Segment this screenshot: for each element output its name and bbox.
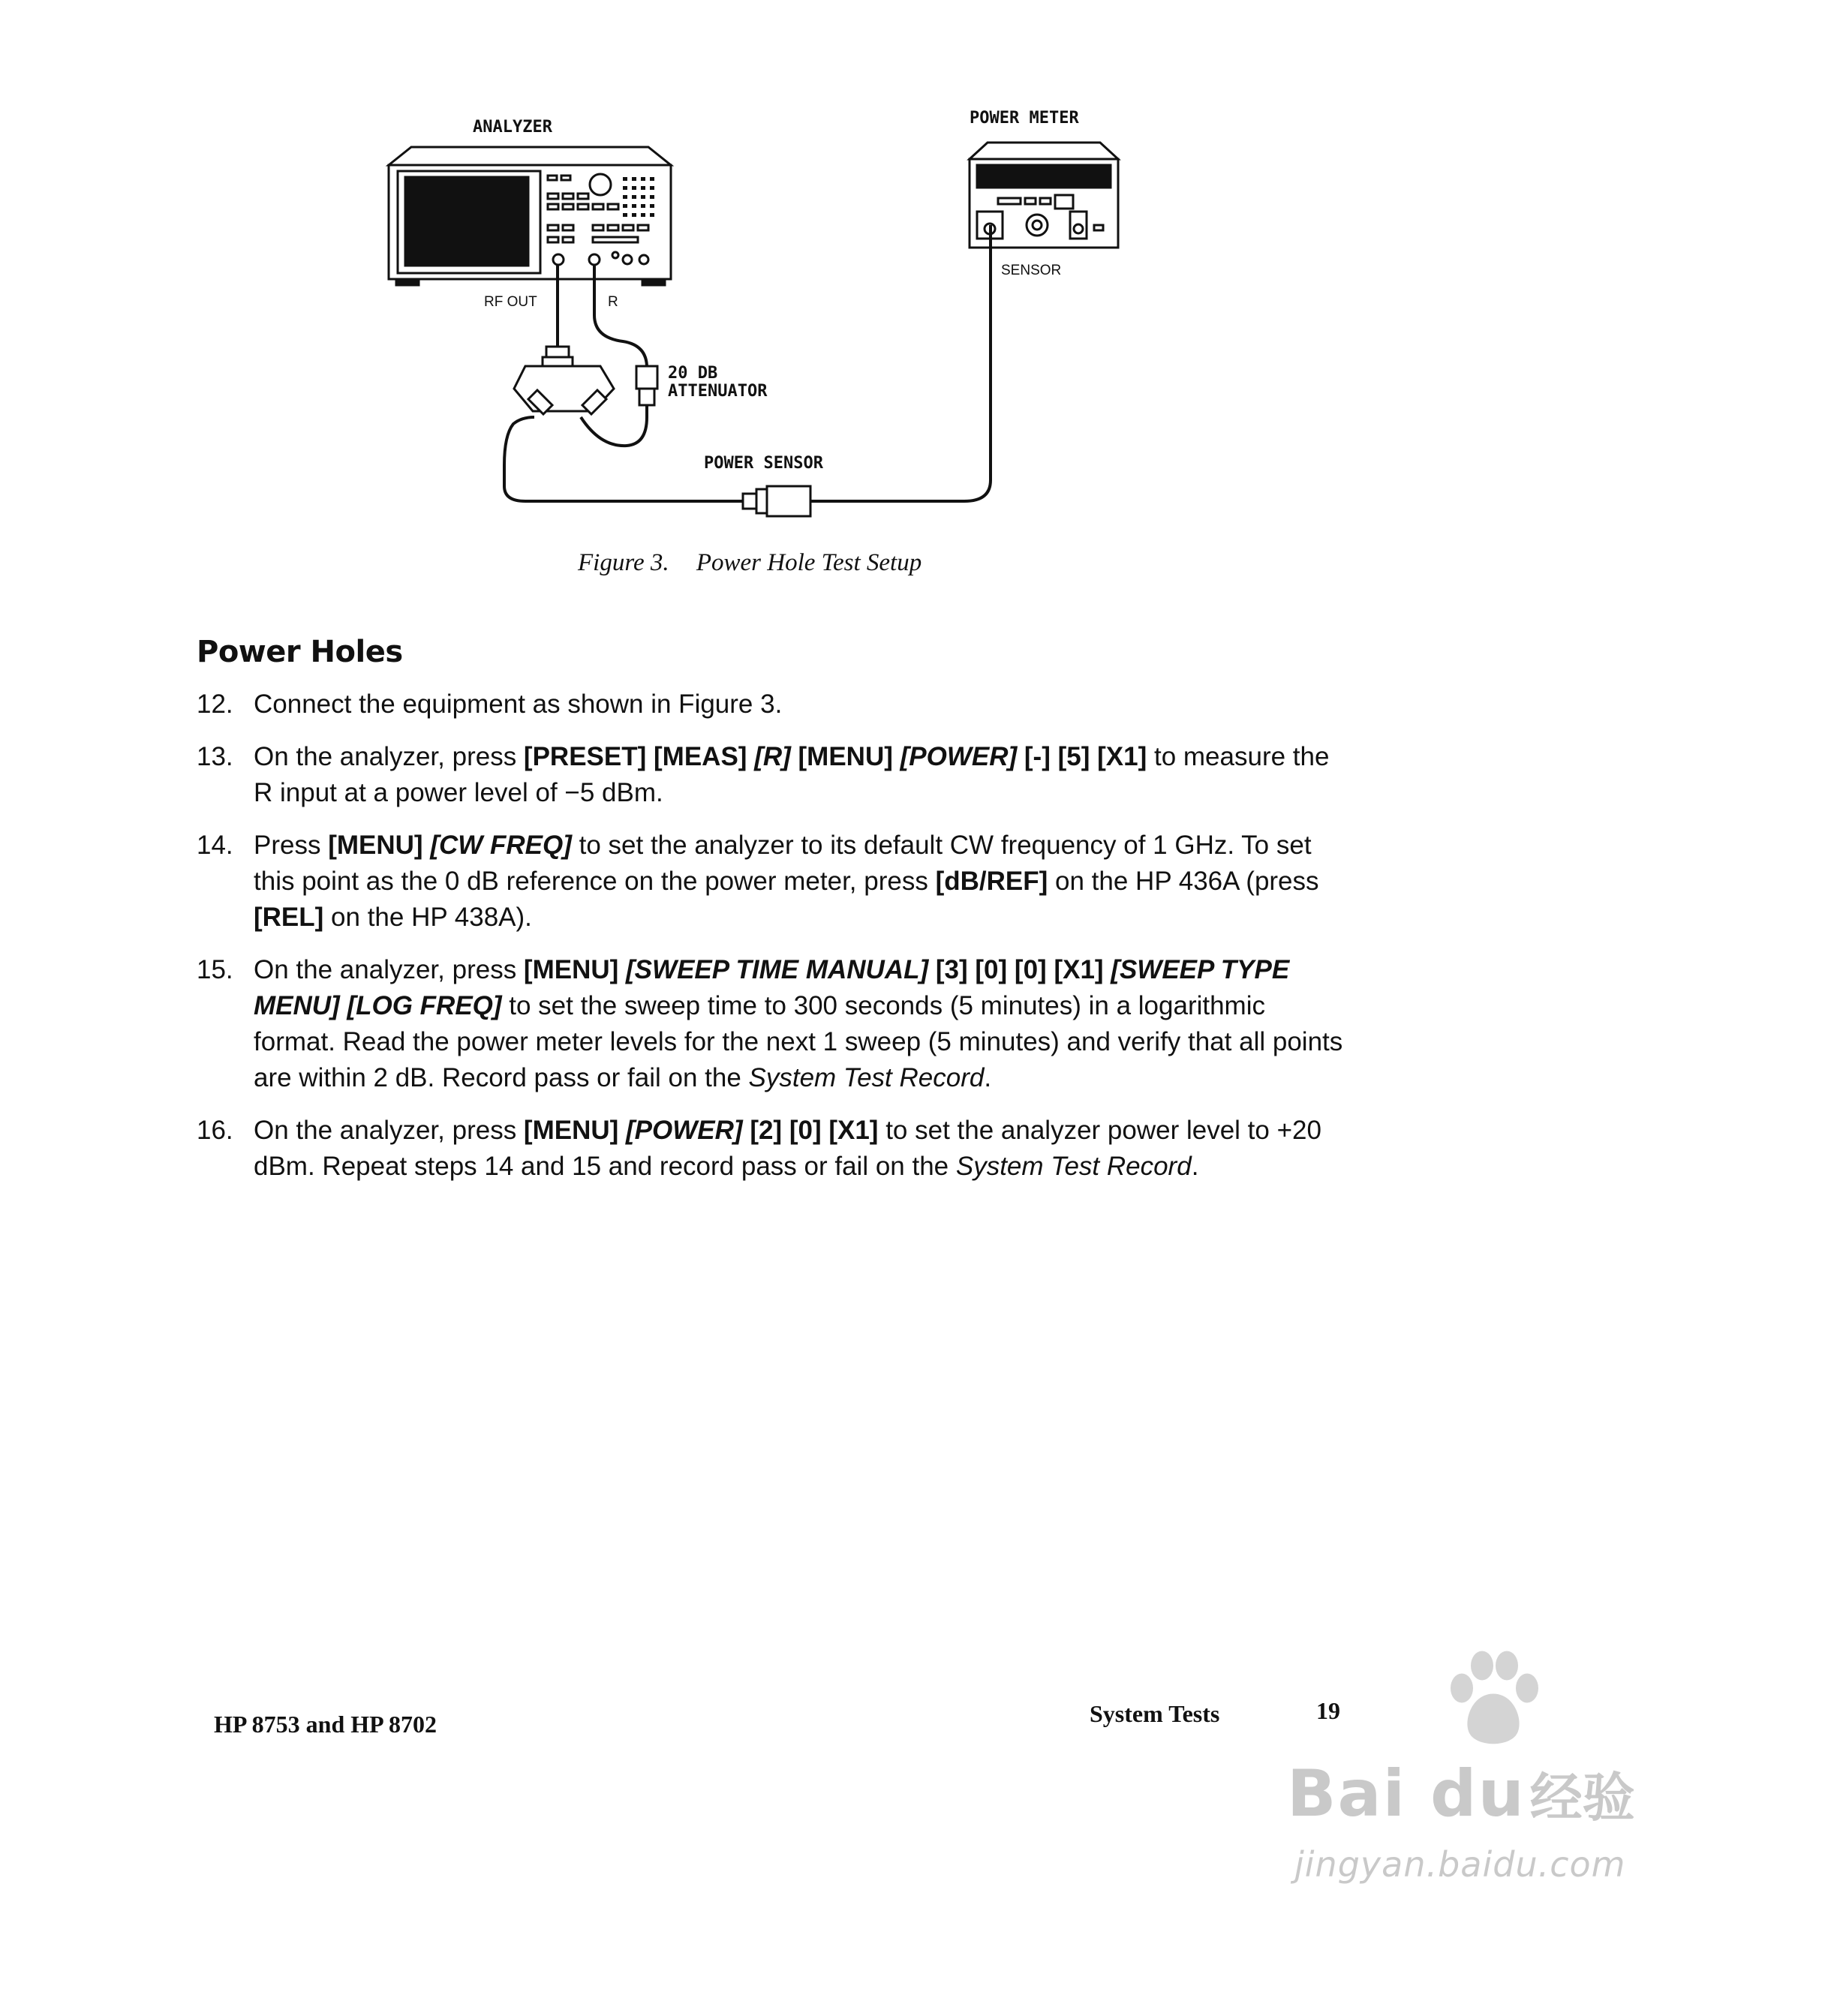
hardkey-text: [-] [1024, 742, 1051, 771]
r-input-label: R [608, 294, 618, 310]
connectors [514, 347, 810, 516]
step-text-segment [1090, 742, 1097, 771]
document-reference-text: System Test Record [955, 1152, 1192, 1181]
softkey-text: [SWEEP TIME MANUAL] [626, 955, 929, 984]
step-text-segment [1047, 955, 1054, 984]
step-text-segment [893, 742, 900, 771]
test-setup-diagram [0, 0, 1837, 540]
step-item [197, 1113, 1352, 1185]
paw-logo-icon [1437, 1643, 1550, 1756]
hardkey-text: [MENU] [523, 955, 619, 984]
step-text-segment [340, 991, 347, 1020]
procedure-steps [197, 687, 1352, 1201]
step-text-segment [743, 1116, 750, 1145]
document-reference-text: System Test Record [748, 1063, 985, 1092]
step-text [254, 831, 1319, 932]
hardkey-text: [MEAS] [654, 742, 747, 771]
step-text-segment: to set the sweep time to 300 seconds (5 minutes) in a logarithmic format. Read the power meter levels for the next 1 sweep (5 minutes) and verify that all points are within 2 dB. Record pass or fail on the [254, 991, 1343, 1092]
watermark-url: jingyan.baidu.com [1294, 1844, 1626, 1885]
hardkey-text: [2] [750, 1116, 783, 1145]
step-text-segment [646, 742, 654, 771]
step-number: 14. [197, 831, 233, 860]
step-item [197, 687, 1352, 723]
sensor-label: SENSOR [1001, 263, 1062, 278]
step-text-segment [747, 742, 754, 771]
step-text-segment: on the HP 438A). [323, 903, 532, 932]
hardkey-text: [X1] [1054, 955, 1104, 984]
step-text-segment [423, 831, 431, 860]
hardkey-text: [PRESET] [523, 742, 647, 771]
step-text-segment [822, 1116, 829, 1145]
step-text-segment [1007, 955, 1015, 984]
hardkey-text: [MENU] [328, 831, 423, 860]
step-text [254, 690, 782, 719]
step-text [254, 1116, 1321, 1181]
softkey-text: [CW FREQ] [430, 831, 572, 860]
section-heading: Power Holes [197, 635, 403, 669]
hardkey-text: [X1] [828, 1116, 879, 1145]
softkey-text: [POWER] [626, 1116, 743, 1145]
watermark [1287, 1756, 1635, 1885]
hardkey-text: [dB/REF] [935, 867, 1048, 896]
step-text-segment [618, 1116, 626, 1145]
step-text [254, 742, 1329, 807]
softkey-text: [R] [754, 742, 791, 771]
hardkey-text: [MENU] [523, 1116, 619, 1145]
watermark-cn: 经验 [1529, 1767, 1635, 1828]
hardkey-text: [REL] [254, 903, 324, 932]
softkey-text: [LOG FREQ] [347, 991, 502, 1020]
step-item [197, 952, 1352, 1096]
step-text-segment [618, 955, 626, 984]
power-sensor-label: POWER SENSOR [704, 454, 823, 473]
step-text-segment: . [984, 1063, 992, 1092]
attenuator-label-line2: ATTENUATOR [668, 382, 768, 401]
step-text-segment: on the HP 436A (press [1048, 867, 1319, 896]
step-text-segment [928, 955, 936, 984]
hardkey-text: [MENU] [798, 742, 893, 771]
hardkey-text: [0] [1014, 955, 1047, 984]
hardkey-text: [5] [1057, 742, 1090, 771]
softkey-text: [SWEEP TYPE MENU] [254, 955, 1290, 1020]
analyzer-label: ANALYZER [473, 118, 552, 137]
step-text-segment [1104, 955, 1111, 984]
footer-manual-title: HP 8753 and HP 8702 [214, 1711, 437, 1738]
step-text-segment: to set the analyzer power level to +20 dBm. Repeat steps 14 and 15 and record pass or fail on the [254, 1116, 1321, 1181]
step-text-segment [968, 955, 976, 984]
step-text-segment [782, 1116, 789, 1145]
hardkey-text: [X1] [1097, 742, 1147, 771]
hardkey-text: [0] [975, 955, 1008, 984]
step-text-segment [791, 742, 798, 771]
step-text-segment [1051, 742, 1058, 771]
step-number: 12. [197, 690, 233, 719]
hardkey-text: [3] [935, 955, 968, 984]
step-text-segment: Connect the equipment as shown in Figure 3. [254, 690, 783, 719]
step-text-segment: On the analyzer, press [254, 1116, 524, 1145]
step-text-segment: to set the analyzer to its default CW frequency of 1 GHz. To set this point as the 0 dB reference on the power meter, press [254, 831, 1312, 896]
analyzer-instrument [389, 147, 671, 285]
step-text [254, 955, 1342, 1092]
step-text-segment: to measure the R input at a power level of −5 dBm. [254, 742, 1330, 807]
watermark-brand: Bai du [1287, 1756, 1526, 1831]
step-text-segment: On the analyzer, press [254, 742, 524, 771]
step-text-segment [1017, 742, 1024, 771]
step-number: 13. [197, 742, 233, 771]
figure-caption [578, 549, 922, 577]
figure-caption-title: Power Hole Test Setup [696, 549, 922, 576]
step-text-segment: On the analyzer, press [254, 955, 524, 984]
softkey-text: [POWER] [900, 742, 1018, 771]
step-text-segment: Press [254, 831, 329, 860]
rf-out-label: RF OUT [484, 294, 537, 310]
footer-section-name: System Tests [1090, 1700, 1220, 1727]
attenuator-label-line1: 20 DB [668, 364, 718, 383]
page-number: 19 [1316, 1697, 1340, 1724]
step-item [197, 828, 1352, 936]
step-number: 16. [197, 1116, 233, 1145]
step-item [197, 739, 1352, 811]
step-number: 15. [197, 955, 233, 984]
step-text-segment: . [1191, 1152, 1199, 1181]
figure-caption-number: Figure 3. [578, 549, 669, 576]
power-meter-label: POWER METER [970, 109, 1079, 128]
hardkey-text: [0] [789, 1116, 822, 1145]
